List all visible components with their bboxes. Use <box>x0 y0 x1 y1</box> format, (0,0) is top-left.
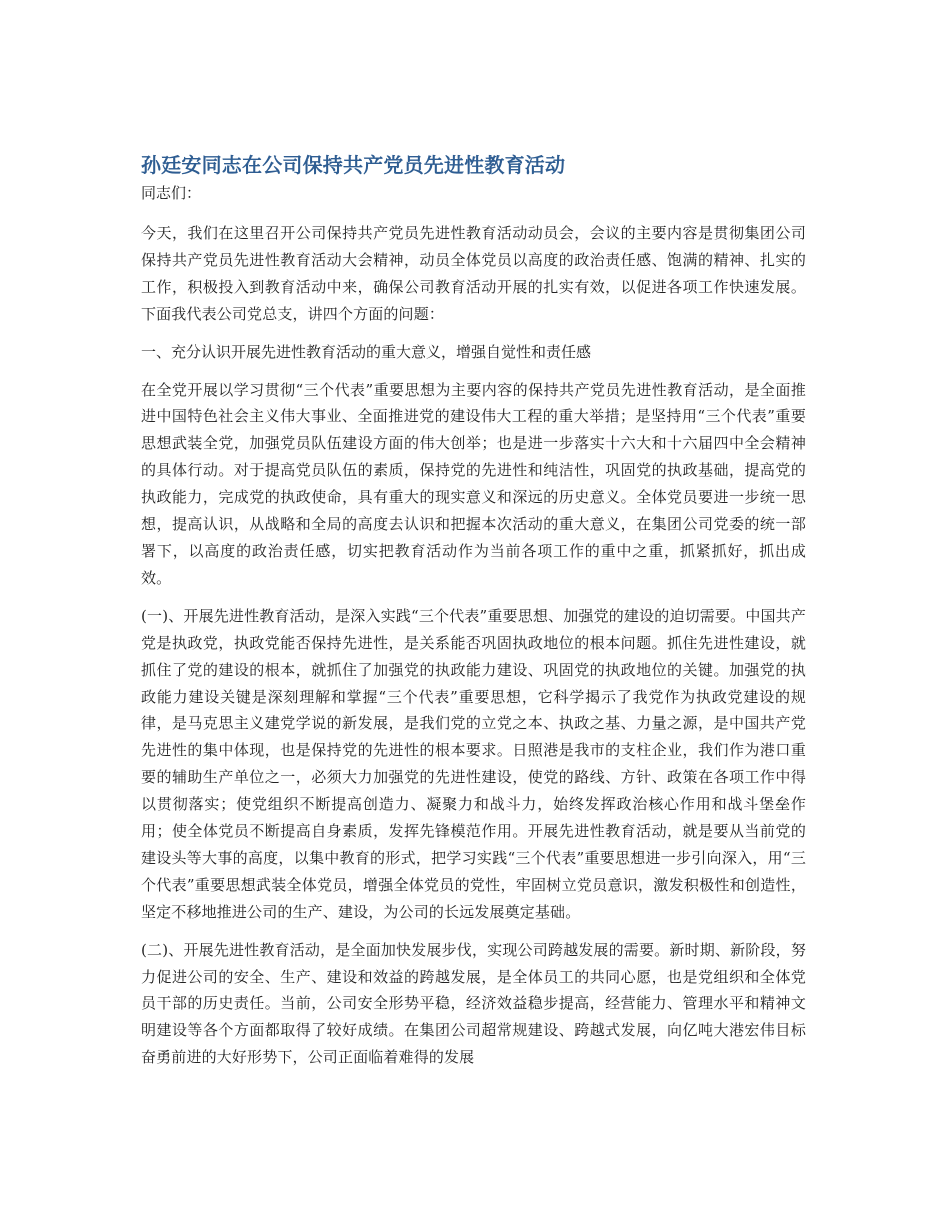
document-title: 孙廷安同志在公司保持共产党员先进性教育活动 <box>141 153 566 177</box>
point-2-paragraph: (二)、开展先进性教育活动，是全面加快发展步伐，实现公司跨越发展的需要。新时期、新阶段，努力促进公司的安全、生产、建设和效益的跨越发展，是全体员工的共同心愿，也是党组织和全体党员干部的历史责任。当前，公司安全形势平稳，经济效益稳步提高，经营能力、管理水平和精神文明建设等各个方面都取得了较好成绩。在集团公司超常规建设、跨越式发展，向亿吨大港宏伟目标奋勇前进的大好形势下，公司正面临着难得的发展 <box>141 940 806 1067</box>
section-1-paragraph: 在全党开展以学习贯彻“三个代表”重要思想为主要内容的保持共产党员先进性教育活动，是全面推进中国特色社会主义伟大事业、全面推进党的建设伟大工程的重大举措；是坚持用“三个代表”重要思想武装全党，加强党员队伍建设方面的伟大创举；也是进一步落实十六大和十六届四中全会精神的具体行动。对于提高党员队伍的素质，保持党的先进性和纯洁性，巩固党的执政基础，提高党的执政能力，完成党的执政使命，具有重大的现实意义和深远的历史意义。全体党员要进一步统一思想，提高认识，从战略和全局的高度去认识和把握本次活动的重大意义，在集团公司党委的统一部署下，以高度的政治责任感，切实把教育活动作为当前各项工作的重中之重，抓紧抓好，抓出成效。 <box>141 380 806 587</box>
intro-paragraph: 今天，我们在这里召开公司保持共产党员先进性教育活动动员会，会议的主要内容是贯彻集团公司保持共产党员先进性教育活动大会精神，动员全体党员以高度的政治责任感、饱满的精神、扎实的工作，积极投入到教育活动中来，确保公司教育活动开展的扎实有效，以促进各项工作快速发展。下面我代表公司党总支，讲四个方面的问题： <box>141 224 806 323</box>
document-body <box>141 152 806 1082</box>
point-1-paragraph: (一)、开展先进性教育活动，是深入实践“三个代表”重要思想、加强党的建设的迫切需要。中国共产党是执政党，执政党能否保持先进性，是关系能否巩固执政地位的根本问题。抓住先进性建设，就抓住了党的建设的根本，就抓住了加强党的执政能力建设、巩固党的执政地位的关键。加强党的执政能力建设关键是深刻理解和掌握“三个代表”重要思想，它科学揭示了我党作为执政党建设的规律，是马克思主义建党学说的新发展，是我们党的立党之本、执政之基、力量之源，是中国共产党先进性的集中体现，也是保持党的先进性的根本要求。日照港是我市的支柱企业，我们作为港口重要的辅助生产单位之一，必须大力加强党的先进性建设，使党的路线、方针、政策在各项工作中得以贯彻落实；使党组织不断提高创造力、凝聚力和战斗力，始终发挥政治核心作用和战斗堡垒作用；使全体党员不断提高自身素质，发挥先锋模范作用。开展先进性教育活动，就是要从当前党的建设头等大事的高度，以集中教育的形式，把学习实践“三个代表”重要思想进一步引向深入，用“三个代表”重要思想武装全体党员，增强全体党员的党性，牢固树立党员意识，激发积极性和创造性，坚定不移地推进公司的生产、建设，为公司的长远发展奠定基础。 <box>141 606 806 921</box>
section-heading-1: 一、充分认识开展先进性教育活动的重大意义，增强自觉性和责任感 <box>141 342 592 361</box>
salutation: 同志们： <box>141 184 202 202</box>
